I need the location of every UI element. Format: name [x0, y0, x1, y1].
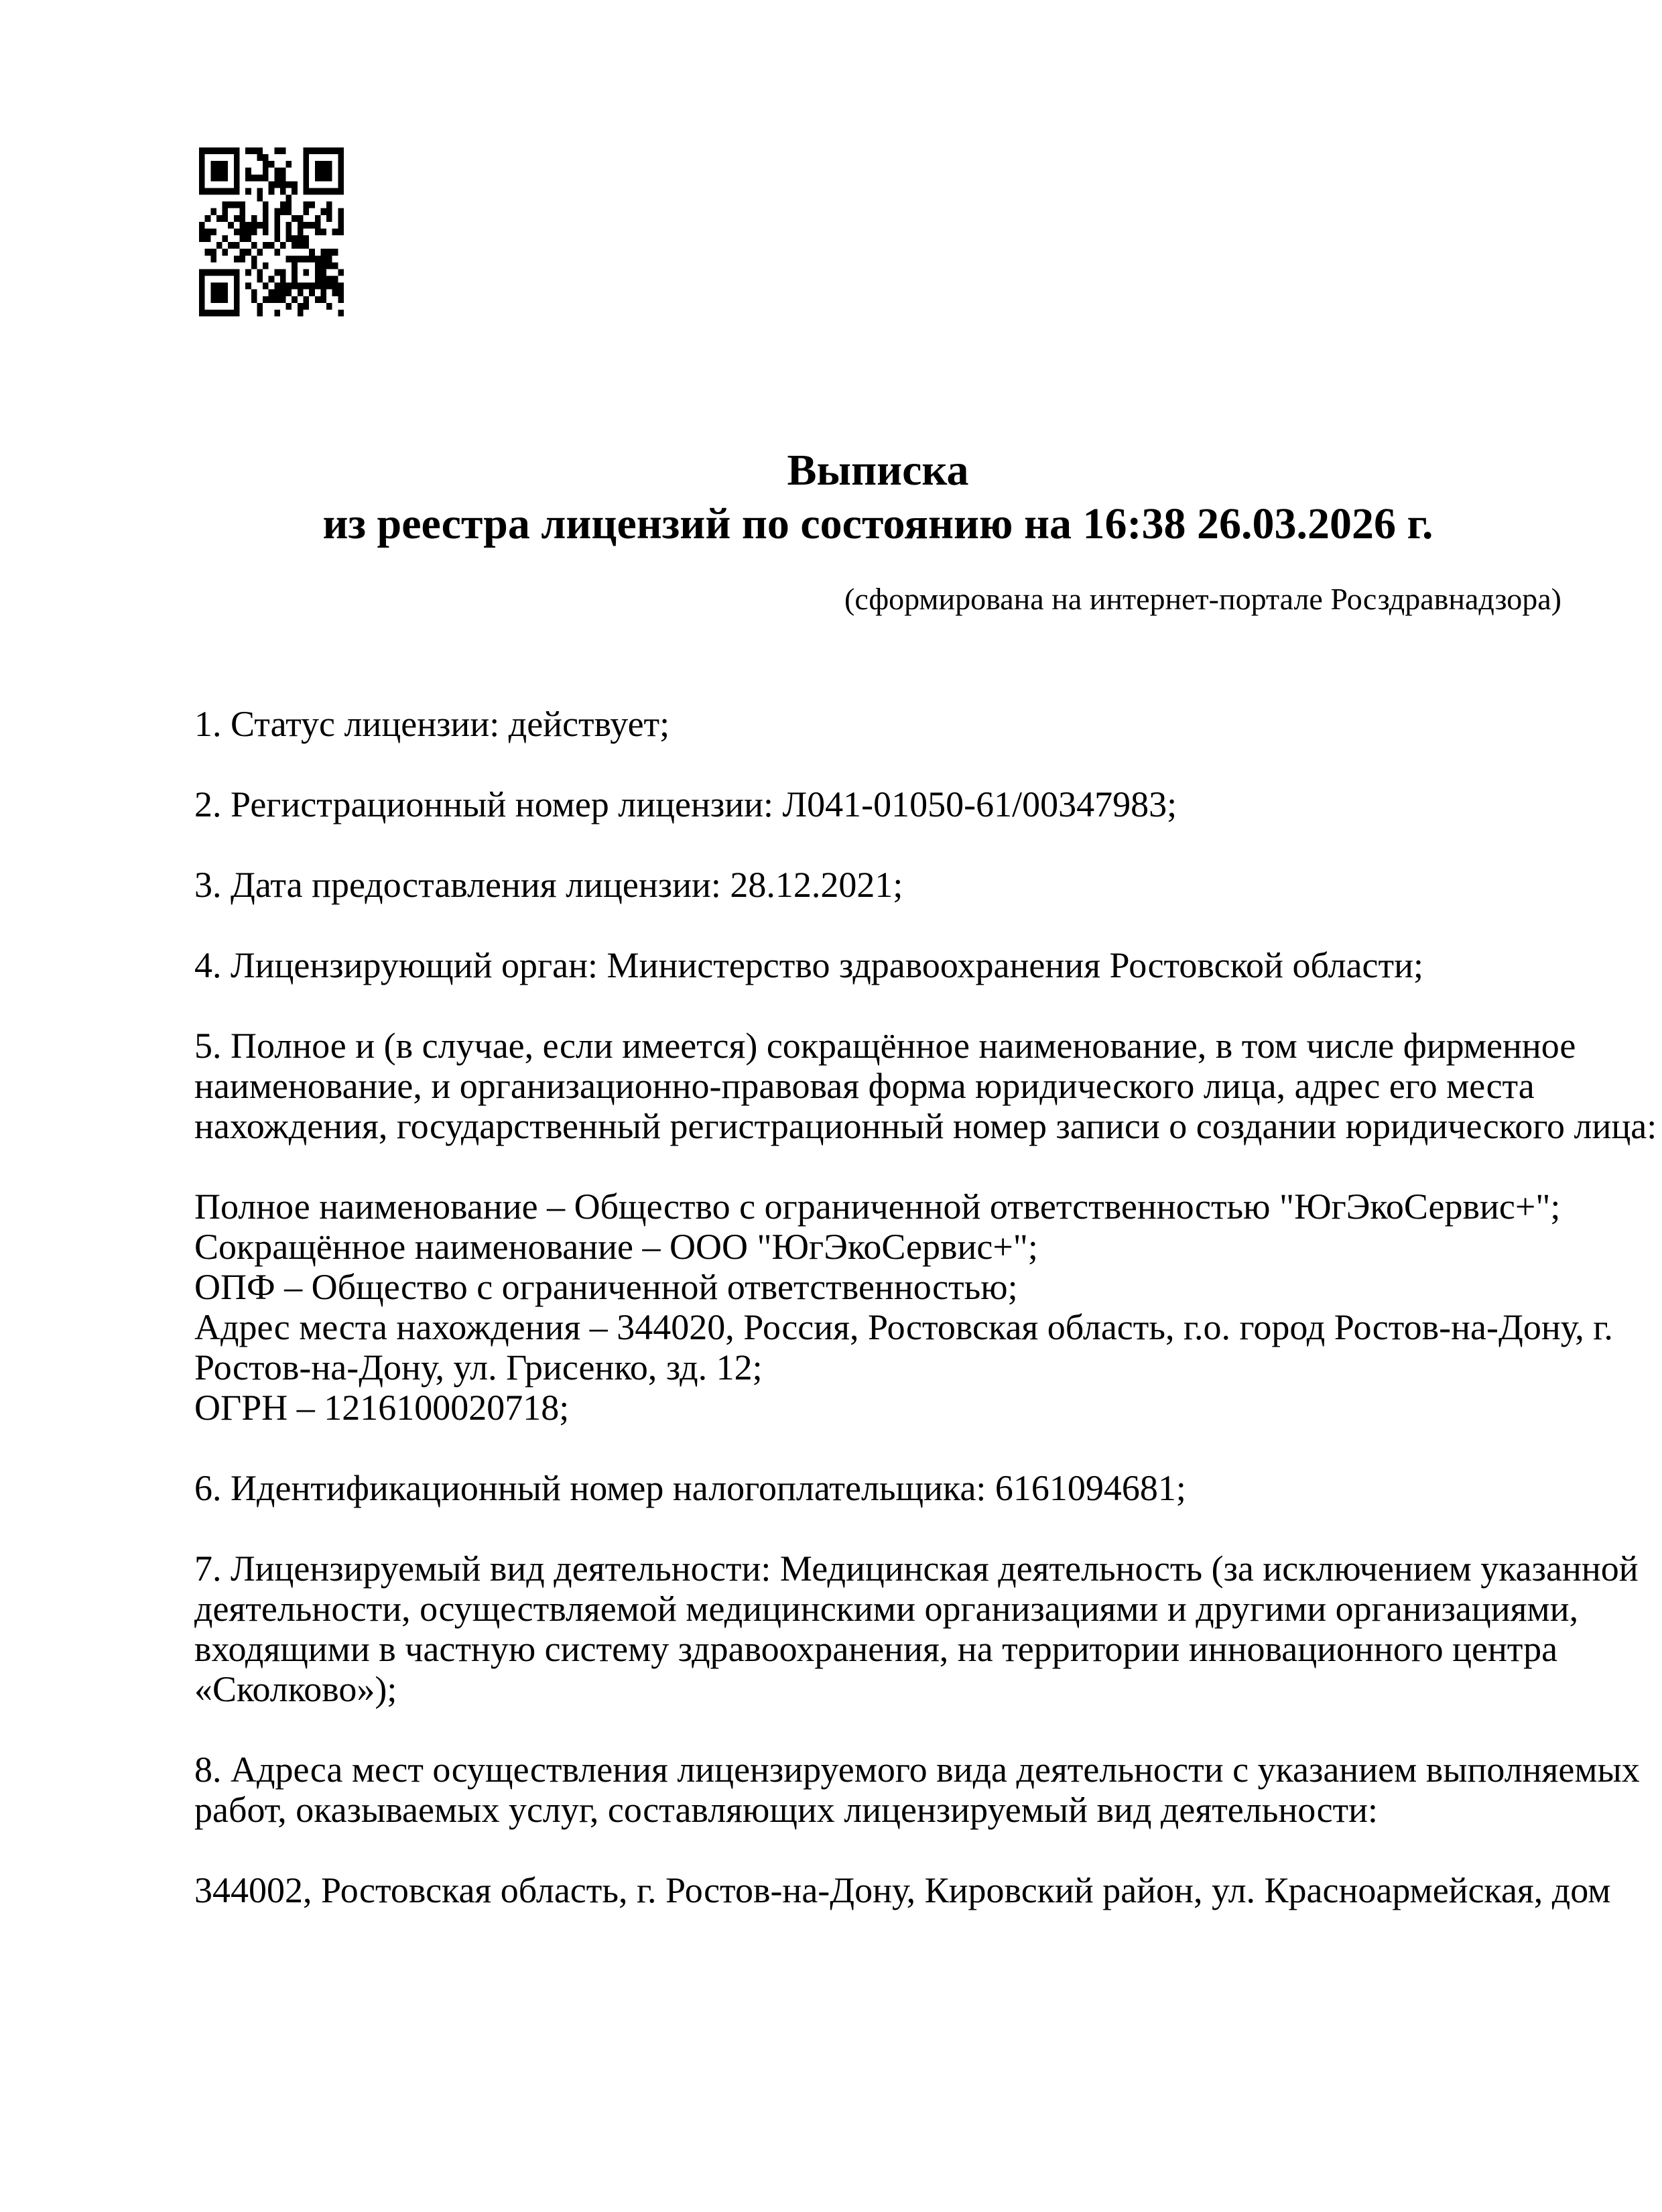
document-line: [194, 1428, 1575, 1468]
document-line: деятельности, осуществляемой медицинскими организациями и другими организациями,: [194, 1589, 1579, 1629]
document-line: Сокращённое наименование – ООО "ЮгЭкоСервис+";: [194, 1227, 1038, 1267]
document-line: [194, 905, 1575, 945]
document-line: [194, 1830, 1575, 1870]
document-line: 5. Полное и (в случае, если имеется) сокращённое наименование, в том числе фирменное: [194, 1026, 1576, 1066]
document-line: 1. Статус лицензии: действует;: [194, 704, 670, 744]
document-line: [194, 985, 1575, 1026]
document-line: [194, 824, 1575, 865]
document-line: Полное наименование – Общество с ограниченной ответственностью "ЮгЭкоСервис+";: [194, 1186, 1561, 1227]
qr-code-icon: [199, 147, 344, 316]
document-line: 4. Лицензирующий орган: Министерство здравоохранения Ростовской области;: [194, 945, 1423, 985]
document-line: 8. Адреса мест осуществления лицензируемого вида деятельности с указанием выполняемых: [194, 1749, 1640, 1790]
document-subtitle: (сформирована на интернет-портале Росздравнадзора): [844, 582, 1561, 616]
document-line: 6. Идентификационный номер налогоплательщика: 6161094681;: [194, 1468, 1186, 1508]
document-title: [194, 444, 1561, 551]
document-line: нахождения, государственный регистрационный номер записи о создании юридического лица:: [194, 1106, 1657, 1146]
document-body: [194, 704, 1657, 1910]
document-line: [194, 1508, 1575, 1548]
document-line: ОПФ – Общество с ограниченной ответственностью;: [194, 1267, 1018, 1307]
document-line: [194, 1146, 1575, 1186]
document-line: входящими в частную систему здравоохранения, на территории инновационного центра: [194, 1629, 1558, 1669]
document-line: наименование, и организационно-правовая форма юридического лица, адрес его места: [194, 1066, 1535, 1106]
document-line: Ростов-на-Дону, ул. Грисенко, зд. 12;: [194, 1347, 763, 1388]
document-line: 2. Регистрационный номер лицензии: Л041-01050-61/00347983;: [194, 784, 1177, 824]
document-line: Адрес места нахождения – 344020, Россия, Ростовская область, г.о. город Ростов-на-Дону, г.: [194, 1307, 1613, 1347]
document-title-line1: Выписка: [787, 446, 969, 495]
document-line: ОГРН – 1216100020718;: [194, 1388, 570, 1428]
document-line: работ, оказываемых услуг, составляющих лицензируемый вид деятельности:: [194, 1790, 1379, 1830]
document-line: [194, 1709, 1575, 1749]
document-line: 344002, Ростовская область, г. Ростов-на-Дону, Кировский район, ул. Красноармейская, дом: [194, 1870, 1611, 1910]
document-line: [194, 744, 1575, 784]
document-line: 3. Дата предоставления лицензии: 28.12.2021;: [194, 865, 903, 905]
document-line: 7. Лицензируемый вид деятельности: Медицинская деятельность (за исключением указанной: [194, 1548, 1639, 1589]
document-line: «Сколково»);: [194, 1669, 397, 1709]
document-title-line2: из реестра лицензий по состоянию на 16:38 26.03.2026 г.: [322, 499, 1433, 548]
